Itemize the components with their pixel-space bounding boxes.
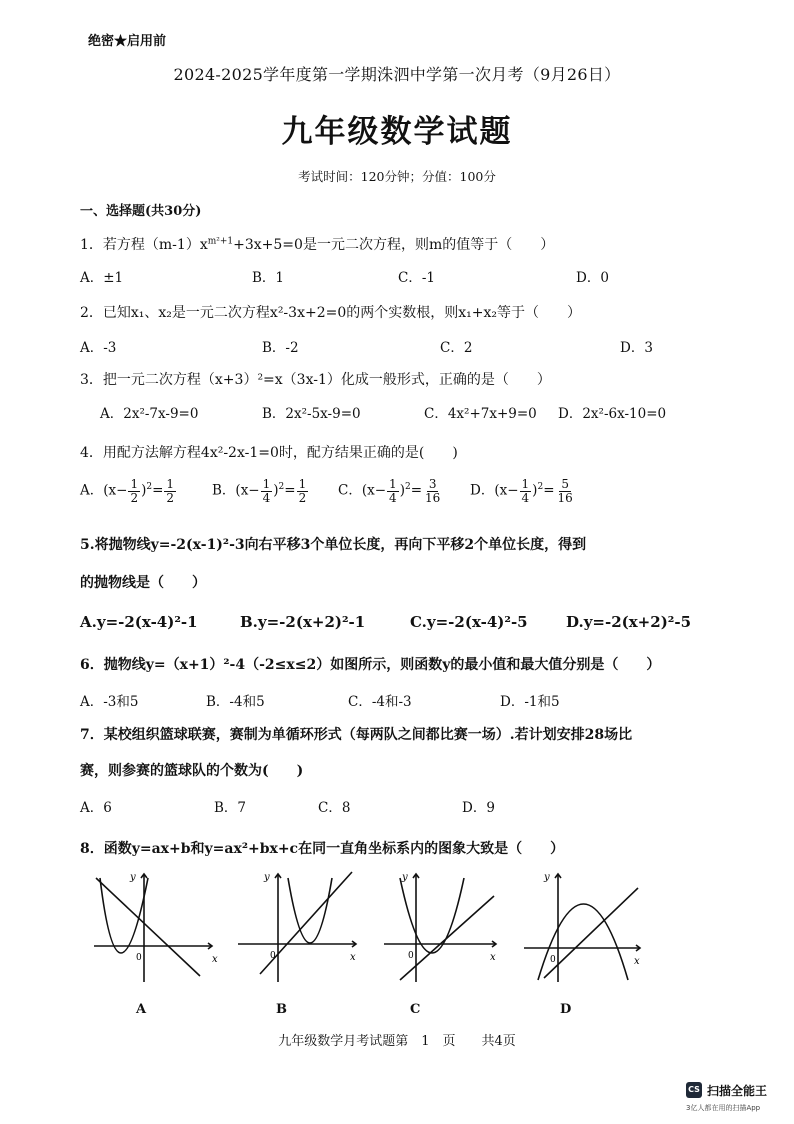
- section-title: 一、选择题(共30分): [80, 204, 202, 219]
- q2-option-c: C．2: [440, 340, 473, 356]
- q5-option-b: B.y=-2(x+2)²-1: [240, 613, 366, 631]
- graph-c-origin: 0: [408, 951, 414, 961]
- q7-option-c: C．8: [318, 800, 351, 816]
- q3-option-d: D．2x²-6x-10=0: [558, 406, 667, 422]
- q3-option-c: C．4x²+7x+9=0: [424, 406, 537, 422]
- graph-d-origin: 0: [550, 955, 556, 965]
- graph-c-label: C: [410, 1002, 421, 1017]
- q7-option-a: A．6: [80, 800, 112, 816]
- graph-c-y-label: y: [402, 872, 408, 883]
- subject-title: 九年级数学试题: [281, 114, 513, 150]
- q1-option-b: B．1: [252, 270, 285, 286]
- q3-option-b: B．2x²-5x-9=0: [262, 406, 361, 422]
- q5-option-c: C.y=-2(x-4)²-5: [410, 613, 528, 631]
- question-1-stem: 1．若方程$(m-1)x^{m^2+1}+3x+5=0$是一元二次方程，则m的值等于（ ）: [80, 236, 555, 253]
- graph-a: [88, 868, 218, 988]
- q6-option-a: A．-3和5: [80, 694, 139, 710]
- graph-c-parabola: [400, 878, 464, 953]
- graph-c-line: [400, 896, 494, 980]
- question-5-stem-line2: 的抛物线是（ ）: [80, 575, 206, 591]
- q1-option-d: D．0: [576, 270, 609, 286]
- graph-d: [520, 868, 650, 988]
- page-footer: 九年级数学月考试题第 1 页 共4页: [278, 1034, 516, 1049]
- q6-option-b: B．-4和5: [206, 694, 265, 710]
- question-7-stem-line2: 赛，则参赛的篮球队的个数为( ): [80, 763, 304, 779]
- q6-option-c: C．-4和-3: [348, 694, 412, 710]
- graph-b-parabola: [288, 878, 332, 943]
- graph-a-origin: 0: [136, 953, 142, 963]
- graph-b-origin: 0: [270, 951, 276, 961]
- question-5-stem-line1: 5.将抛物线y=-2(x-1)²-3向右平移3个单位长度，再向下平移2个单位长度，得到: [80, 537, 587, 553]
- q7-option-b: B．7: [214, 800, 247, 816]
- graph-c: [378, 868, 508, 988]
- question-3-stem: 3．把一元二次方程（x+3）²=x（3x-1）化成一般形式，正确的是（ ）: [80, 372, 551, 388]
- q4-option-b: B．(x− $\frac{1}{4}$ )$^2$= $\frac{1}{2}$: [212, 477, 307, 505]
- graph-a-label: A: [136, 1002, 147, 1017]
- graph-a-y-label: y: [130, 872, 136, 883]
- scanner-app-name: 扫描全能王: [707, 1084, 768, 1098]
- graph-b: [232, 868, 362, 988]
- graph-b-y-label: y: [264, 872, 270, 883]
- graph-d-y-label: y: [544, 872, 550, 883]
- confidential-mark: 绝密★启用前: [88, 34, 167, 49]
- q2-option-d: D．3: [620, 340, 653, 356]
- scanner-logo-icon: CS: [686, 1082, 702, 1098]
- q5-option-d: D.y=-2(x+2)²-5: [566, 613, 692, 631]
- exam-title: 2024-2025学年度第一学期洙泗中学第一次月考（9月26日）: [173, 65, 621, 84]
- graph-d-parabola: [538, 904, 628, 980]
- graph-d-x-label: x: [634, 956, 640, 967]
- graph-c-x-label: x: [490, 952, 496, 963]
- exam-info: 考试时间：120分钟；分值：100分: [298, 169, 496, 184]
- question-6-stem: 6．抛物线y=（x+1）²-4（-2≤x≤2）如图所示，则函数y的最小值和最大值分别是（ ）: [80, 657, 661, 673]
- q6-option-d: D．-1和5: [500, 694, 560, 710]
- q4-option-d: D．(x− $\frac{1}{4}$ )$^2$= $\frac{5}{16}$: [470, 477, 573, 505]
- question-2-stem: 2．已知x₁、x₂是一元二次方程x²-3x+2=0的两个实数根，则x₁+x₂等于（ ）: [80, 305, 581, 321]
- question-7-stem-line1: 7．某校组织篮球联赛，赛制为单循环形式（每两队之间都比赛一场）.若计划安排28场比: [80, 727, 633, 743]
- q1-option-c: C．-1: [398, 270, 435, 286]
- q2-option-a: A．-3: [80, 340, 117, 356]
- graph-b-label: B: [276, 1002, 287, 1017]
- q2-option-b: B．-2: [262, 340, 299, 356]
- q1-option-a: A．±1: [80, 270, 124, 286]
- graph-b-x-label: x: [350, 952, 356, 963]
- graph-a-x-label: x: [212, 954, 218, 965]
- q7-option-d: D．9: [462, 800, 495, 816]
- scanner-tagline: 3亿人都在用的扫描App: [686, 1104, 761, 1112]
- q4-option-a: A．(x− $\frac{1}{2}$ )$^2$= $\frac{1}{2}$: [80, 477, 175, 505]
- graph-d-label: D: [560, 1002, 572, 1017]
- q3-option-a: A．2x²-7x-9=0: [100, 406, 199, 422]
- q4-option-c: C．(x− $\frac{1}{4}$ )$^2$= $\frac{3}{16}$: [338, 477, 441, 505]
- graph-a-line: [96, 878, 200, 976]
- question-4-stem: 4．用配方法解方程4x²-2x-1=0时，配方结果正确的是( ): [80, 445, 458, 461]
- q5-option-a: A.y=-2(x-4)²-1: [80, 613, 198, 631]
- question-8-stem: 8．函数y=ax+b和y=ax²+bx+c在同一直角坐标系内的图象大致是（ ）: [80, 841, 565, 857]
